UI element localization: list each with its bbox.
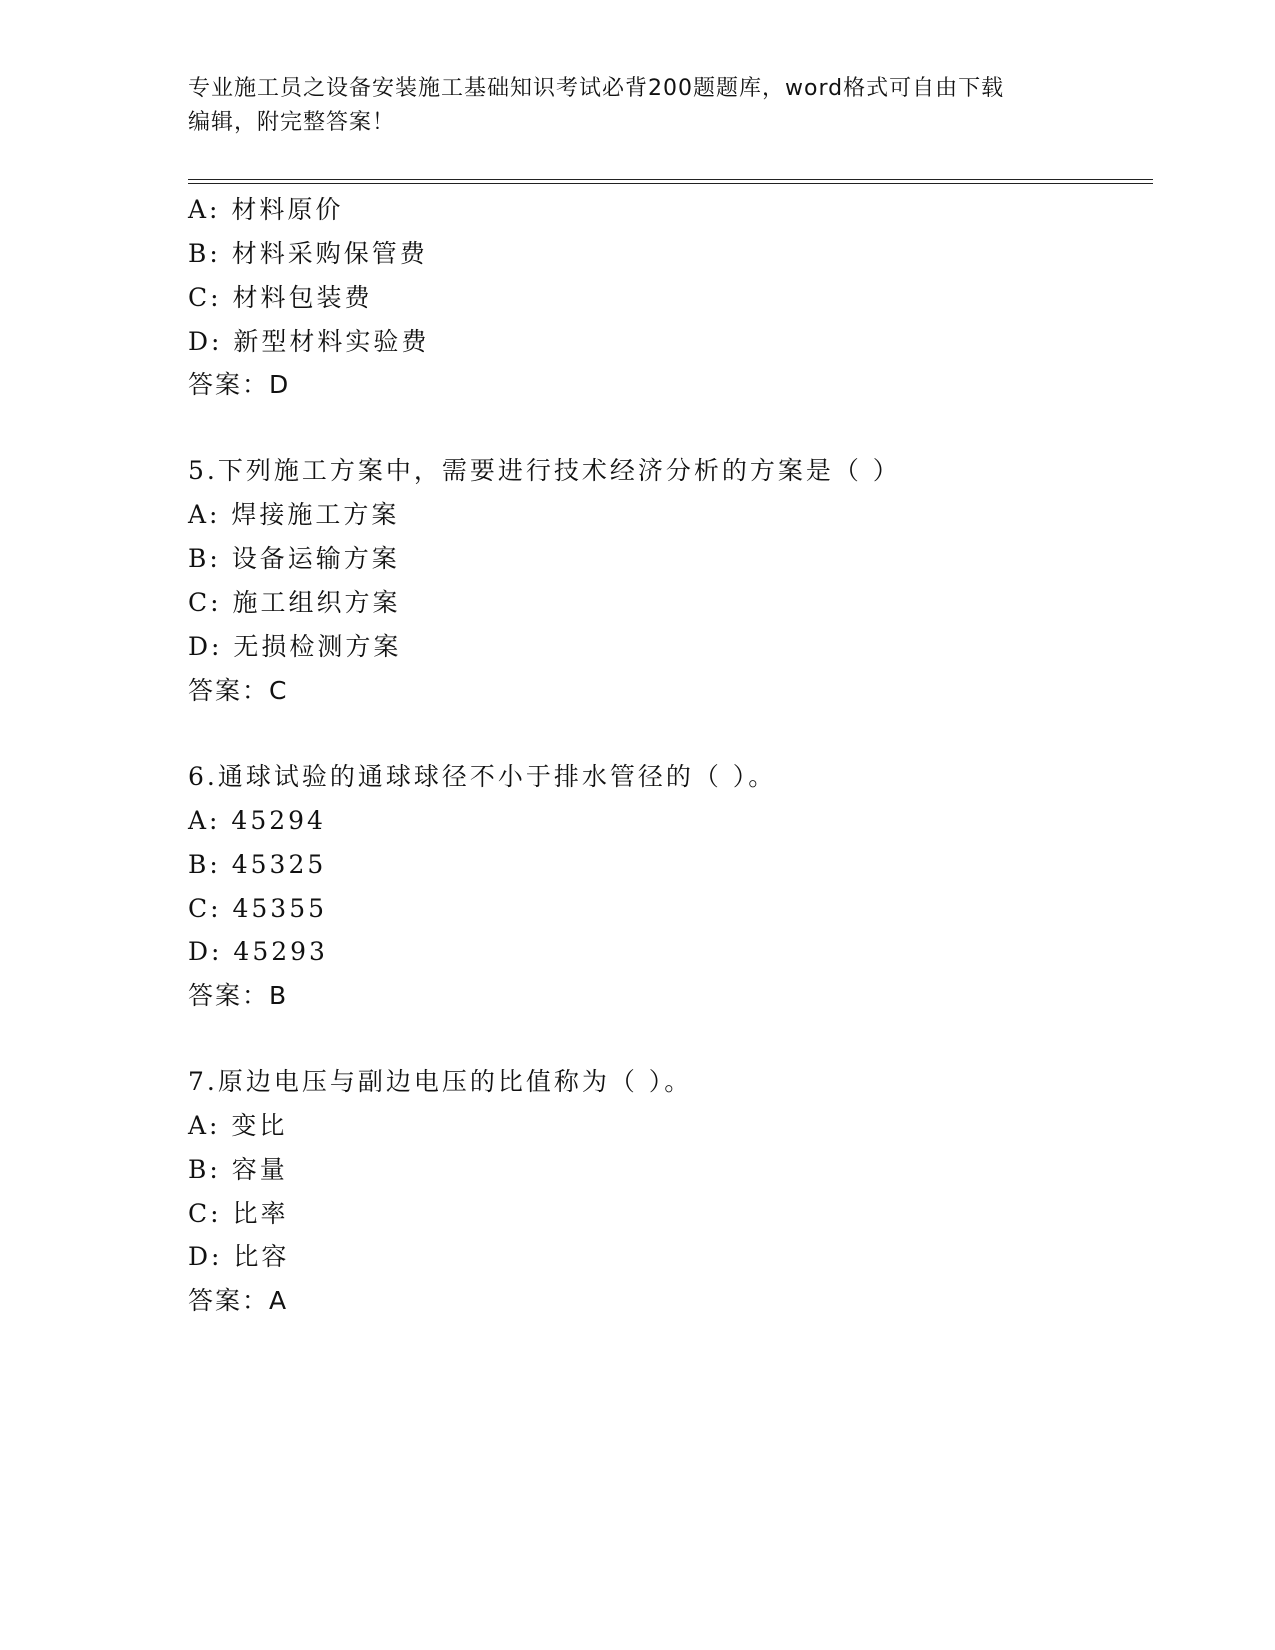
q5-option-c: C: 施工组织方案 bbox=[188, 588, 401, 617]
header-divider-bottom bbox=[188, 183, 1153, 184]
q4-option-a: A: 材料原价 bbox=[188, 195, 344, 224]
q7-option-d: D: 比容 bbox=[188, 1242, 290, 1271]
q7-answer: 答案：A bbox=[188, 1286, 289, 1315]
document-header bbox=[188, 72, 1088, 140]
q4-option-b: B: 材料采购保管费 bbox=[188, 239, 428, 268]
q6-option-b: B: 45325 bbox=[188, 850, 327, 879]
q6-option-d: D: 45293 bbox=[188, 937, 328, 966]
q7-option-a: A: 变比 bbox=[188, 1111, 288, 1140]
header-line-2: 编辑，附完整答案！ bbox=[188, 110, 396, 135]
q5-option-a: A: 焊接施工方案 bbox=[188, 500, 400, 529]
q7-option-b: B: 容量 bbox=[188, 1155, 288, 1184]
q4-option-c: C: 材料包装费 bbox=[188, 283, 373, 312]
q5-question: 5.下列施工方案中，需要进行技术经济分析的方案是（ ） bbox=[188, 456, 901, 485]
q4-option-d: D: 新型材料实验费 bbox=[188, 327, 430, 356]
q6-option-c: C: 45355 bbox=[188, 894, 328, 923]
q6-question: 6.通球试验的通球球径不小于排水管径的（ ）。 bbox=[188, 762, 777, 791]
q7-option-c: C: 比率 bbox=[188, 1199, 289, 1228]
q5-option-d: D: 无损检测方案 bbox=[188, 632, 402, 661]
q5-answer: 答案：C bbox=[188, 676, 289, 705]
q5-option-b: B: 设备运输方案 bbox=[188, 544, 400, 573]
header-line-1: 专业施工员之设备安装施工基础知识考试必背200题题库，word格式可自由下载 bbox=[188, 76, 1005, 101]
q6-answer: 答案：B bbox=[188, 981, 289, 1010]
header-divider-top bbox=[188, 179, 1153, 180]
q6-option-a: A: 45294 bbox=[188, 806, 326, 835]
q4-answer: 答案：D bbox=[188, 370, 291, 399]
q7-question: 7.原边电压与副边电压的比值称为（ ）。 bbox=[188, 1067, 693, 1096]
